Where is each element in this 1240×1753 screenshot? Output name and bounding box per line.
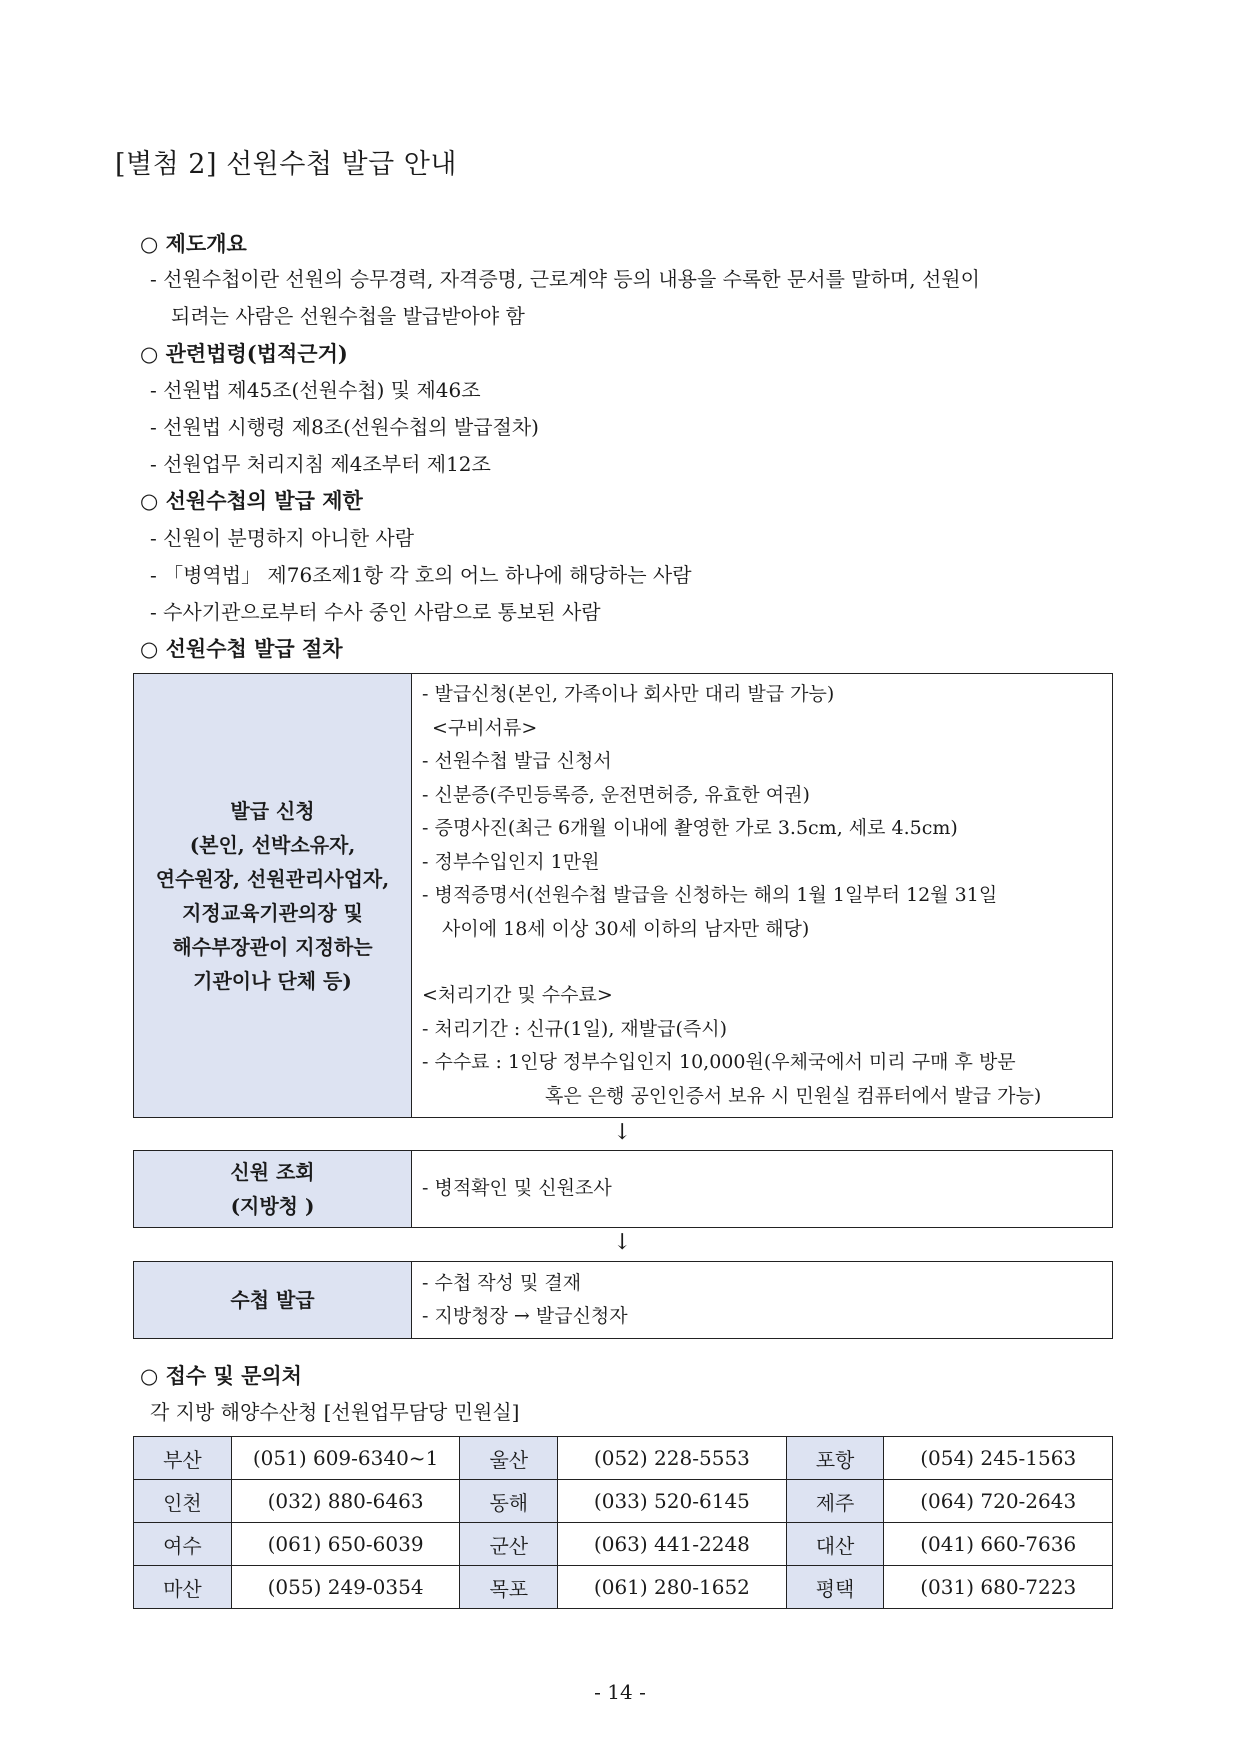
table-row — [134, 1566, 1113, 1609]
step-background-check-label: 신원 조회 (지방청 ) — [134, 1151, 412, 1228]
restriction-item: - 수사기관으로부터 수사 중인 사람으로 통보된 사람 — [150, 600, 601, 624]
page-number: - 14 - — [594, 1680, 646, 1704]
down-arrow-icon: ↓ — [613, 1230, 632, 1255]
procedure-step-background-check — [133, 1150, 1113, 1228]
step-issuance-label: 수첩 발급 — [134, 1262, 412, 1339]
law-item: - 선원업무 처리지침 제4조부터 제12조 — [150, 452, 491, 476]
phone-number: (064) 720-2643 — [884, 1480, 1113, 1523]
phone-number: (061) 650-6039 — [231, 1523, 460, 1566]
detail-line: - 신분증(주민등록증, 운전면허증, 유효한 여권) — [422, 783, 810, 806]
overview-text-line-2: 되려는 사람은 선원수첩을 발급받아야 함 — [171, 304, 525, 328]
detail-line: <처리기간 및 수수료> — [422, 984, 613, 1006]
detail-line: - 병적확인 및 신원조사 — [422, 1177, 612, 1200]
law-item: - 선원법 시행령 제8조(선원수첩의 발급절차) — [150, 415, 539, 439]
office-name: 여수 — [134, 1523, 232, 1566]
phone-number: (032) 880-6463 — [231, 1480, 460, 1523]
restriction-item: - 「병역법」 제76조제1항 각 호의 어느 하나에 해당하는 사람 — [150, 563, 692, 587]
detail-line: - 선원수첩 발급 신청서 — [422, 750, 612, 772]
page-title: [별첨 2] 선원수첩 발급 안내 — [115, 149, 457, 180]
office-name: 마산 — [134, 1566, 232, 1609]
phone-number: (055) 249-0354 — [231, 1566, 460, 1609]
detail-line: <구비서류> — [432, 716, 538, 739]
office-name: 군산 — [460, 1523, 558, 1566]
step-application-label: 발급 신청 (본인, 선박소유자, 연수원장, 선원관리사업자, 지정교육기관의장 및 해수부장관이 지정하는 기관이나 단체 등) — [134, 674, 412, 1118]
table-row — [134, 1480, 1113, 1523]
contacts-subheading: 각 지방 해양수산청 [선원업무담당 민원실] — [150, 1400, 520, 1424]
phone-number: (041) 660-7636 — [884, 1523, 1113, 1566]
office-name: 울산 — [460, 1437, 558, 1480]
office-name: 인천 — [134, 1480, 232, 1523]
phone-number: (051) 609-6340~1 — [231, 1437, 460, 1480]
overview-text-line-1: - 선원수첩이란 선원의 승무경력, 자격증명, 근로계약 등의 내용을 수록한 문서를 말하며, 선원이 — [150, 267, 980, 291]
office-name: 대산 — [786, 1523, 884, 1566]
office-name: 부산 — [134, 1437, 232, 1480]
laws-heading: ○ 관련법령(법적근거) — [140, 341, 348, 366]
law-item: - 선원법 제45조(선원수첩) 및 제46조 — [150, 378, 481, 402]
phone-number: (052) 228-5553 — [558, 1437, 787, 1480]
phone-number: (054) 245-1563 — [884, 1437, 1113, 1480]
down-arrow-icon: ↓ — [613, 1120, 632, 1145]
office-name: 제주 — [786, 1480, 884, 1523]
phone-number: (063) 441-2248 — [558, 1523, 787, 1566]
phone-number: (061) 280-1652 — [558, 1566, 787, 1609]
detail-line: - 수수료 : 1인당 정부수입인지 10,000원(우체국에서 미리 구매 후 방문 — [422, 1051, 1016, 1073]
overview-heading: ○ 제도개요 — [140, 231, 247, 256]
detail-line: - 처리기간 : 신규(1일), 재발급(즉시) — [422, 1017, 728, 1040]
restrictions-heading: ○ 선원수첩의 발급 제한 — [140, 488, 363, 513]
office-name: 목포 — [460, 1566, 558, 1609]
procedure-heading: ○ 선원수첩 발급 절차 — [140, 636, 343, 661]
office-name: 평택 — [786, 1566, 884, 1609]
detail-line: - 정부수입인지 1만원 — [422, 850, 600, 873]
step-application-details — [412, 674, 1113, 1118]
detail-line: - 증명사진(최근 6개월 이내에 촬영한 가로 3.5cm, 세로 4.5cm) — [422, 817, 958, 839]
step-issuance-details — [412, 1262, 1113, 1339]
procedure-step-application — [133, 673, 1113, 1118]
detail-line: - 발급신청(본인, 가족이나 회사만 대리 발급 가능) — [422, 683, 835, 705]
detail-line: - 병적증명서(선원수첩 발급을 신청하는 해의 1월 1일부터 12월 31일 — [422, 884, 998, 906]
phone-number: (033) 520-6145 — [558, 1480, 787, 1523]
table-row — [134, 1437, 1113, 1480]
contacts-heading: ○ 접수 및 문의처 — [140, 1363, 302, 1388]
detail-line: - 수첩 작성 및 결재 — [422, 1271, 582, 1294]
detail-line: - 지방청장 → 발급신청자 — [422, 1305, 628, 1327]
phone-number: (031) 680-7223 — [884, 1566, 1113, 1609]
table-row — [134, 1523, 1113, 1566]
detail-line: 사이에 18세 이상 30세 이하의 남자만 해당) — [442, 917, 810, 940]
office-name: 동해 — [460, 1480, 558, 1523]
restriction-item: - 신원이 분명하지 아니한 사람 — [150, 526, 415, 550]
detail-line: 혹은 은행 공인인증서 보유 시 민원실 컴퓨터에서 발급 가능) — [545, 1084, 1042, 1107]
step-background-check-details — [412, 1151, 1113, 1228]
procedure-step-issuance — [133, 1261, 1113, 1339]
office-name: 포항 — [786, 1437, 884, 1480]
spacer — [422, 946, 1102, 979]
contacts-table — [133, 1436, 1113, 1609]
